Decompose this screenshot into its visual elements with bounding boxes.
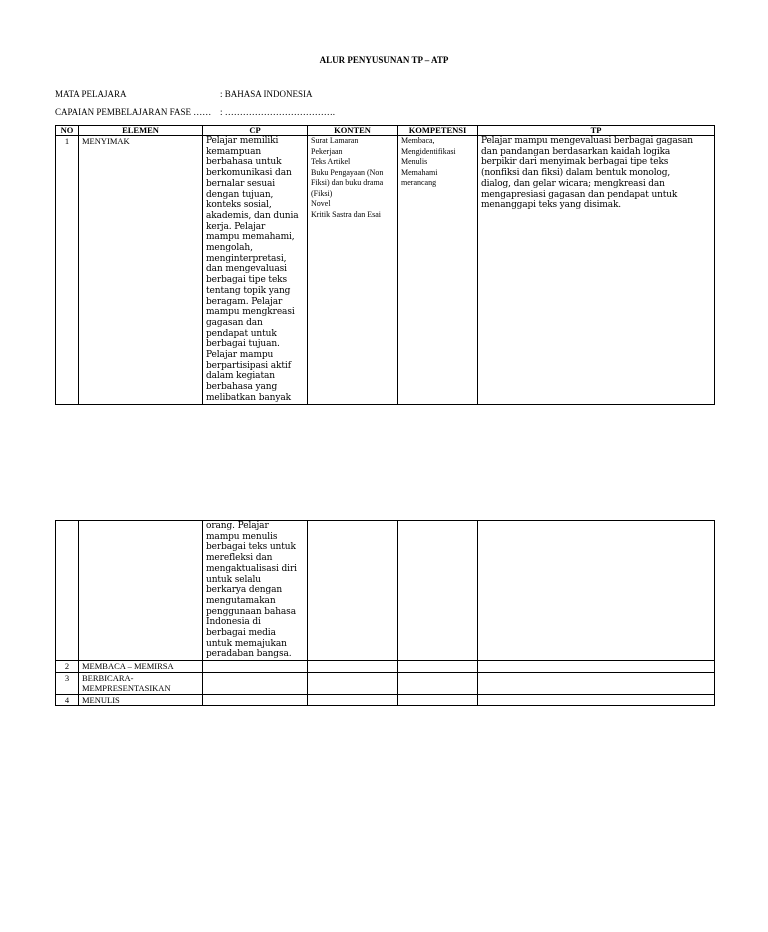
text-line: menginterpretasi,: [206, 253, 287, 264]
text-line: bernalar sesuai: [206, 178, 276, 189]
text-line: Indonesia di: [206, 617, 261, 628]
atp-table-part1: [55, 125, 715, 405]
text-line: beragam. Pelajar: [206, 296, 283, 307]
text-line: mampu menulis: [206, 531, 278, 542]
text-line: pendapat untuk: [206, 328, 277, 339]
text-line: (nonfiksi dan fiksi) dalam bentuk monolog,: [481, 168, 671, 179]
text-line: kerja. Pelajar: [206, 221, 266, 232]
text-line: Membaca,: [401, 136, 435, 145]
header-cp: CP: [203, 126, 308, 136]
text-line: Novel: [311, 199, 331, 208]
text-line: Fiksi) dan buku drama: [311, 178, 384, 187]
subject-row: [55, 89, 313, 99]
text-line: Memahami: [401, 167, 438, 177]
cp-phase-label: CAPAIAN PEMBELAJARAN FASE ……: [55, 107, 212, 117]
text-line: Menulis: [401, 157, 428, 166]
table-header-row: [56, 126, 715, 136]
text-line: melibatkan banyak: [206, 392, 291, 403]
text-line: Pelajar mampu: [206, 350, 274, 361]
text-line: Pekerjaan: [311, 146, 343, 156]
cp-phase-value: : ……………………………….: [220, 107, 336, 117]
text-line: Mengidentifikasi: [401, 146, 456, 156]
text-line: gagasan dan: [206, 317, 263, 328]
text-line: dengan tujuan,: [206, 189, 274, 200]
table-row: [56, 694, 715, 706]
text-line: peradaban bangsa.: [206, 649, 292, 660]
text-line: mengolah,: [206, 243, 253, 254]
text-line: dan mengevaluasi: [206, 264, 287, 275]
text-line: berbahasa untuk: [206, 157, 282, 168]
text-line: akademis, dan dunia: [206, 210, 299, 221]
text-line: berpikir dari menyimak berbagai tipe teks: [481, 157, 669, 168]
row1-tp: [478, 136, 715, 405]
row1-kompetensi: [398, 136, 478, 405]
text-line: berkarya dengan: [206, 585, 283, 596]
table-row: [56, 136, 715, 405]
row2-no: 2: [56, 661, 79, 673]
row1-cp: [203, 136, 308, 405]
header-no: NO: [56, 126, 79, 136]
text-line: tentang topik yang: [206, 285, 291, 296]
text-line: orang. Pelajar: [206, 521, 269, 531]
text-line: mengaktualisasi diri: [206, 563, 297, 574]
text-line: mampu mengkreasi: [206, 307, 295, 318]
text-line: Pelajar memiliki: [206, 136, 279, 146]
row4-elemen: MENULIS: [79, 694, 203, 706]
table-row: [56, 672, 715, 694]
row3-no: 3: [56, 672, 79, 694]
text-line: mengutamakan: [206, 595, 276, 606]
subject-value: : BAHASA INDONESIA: [220, 89, 313, 99]
text-line: Kritik Sastra dan Esai: [311, 209, 381, 219]
text-line: BERBICARA-: [82, 672, 134, 683]
header-konten: KONTEN: [308, 126, 398, 136]
text-line: (Fiksi): [311, 188, 333, 198]
text-line: kemampuan: [206, 146, 262, 157]
text-line: mengapresiasi gagasan dan pendapat untuk: [481, 189, 678, 200]
text-line: Pelajar mampu mengevaluasi berbagai gagasan: [481, 136, 693, 146]
text-line: merancang: [401, 178, 437, 187]
row2-elemen: MEMBACA – MEMIRSA: [79, 661, 203, 673]
text-line: untuk selalu: [206, 574, 261, 585]
text-line: berbagai tujuan.: [206, 339, 280, 350]
text-line: konteks sosial,: [206, 200, 272, 211]
subject-label: MATA PELAJARA: [55, 89, 127, 99]
text-line: merefleksi dan: [206, 553, 273, 564]
text-line: dalam kegiatan: [206, 371, 275, 382]
text-line: Teks Artikel: [311, 157, 351, 166]
text-line: berbagai teks untuk: [206, 542, 296, 553]
text-line: berbahasa yang: [206, 382, 278, 393]
text-line: dialog, dan gelar wicara; mengkreasi dan: [481, 178, 665, 189]
text-line: berpartisipasi aktif: [206, 360, 291, 371]
table-row: [56, 661, 715, 673]
text-line: berkomunikasi dan: [206, 168, 292, 179]
atp-table-part2: [55, 520, 715, 706]
row1-no: 1: [56, 136, 79, 405]
header-kompetensi: KOMPETENSI: [398, 126, 478, 136]
row1-elemen: MENYIMAK: [79, 136, 203, 405]
row1-cp-continued: [203, 521, 308, 661]
text-line: untuk memajukan: [206, 638, 287, 649]
text-line: penggunaan bahasa: [206, 606, 296, 617]
text-line: berbagai tipe teks: [206, 275, 288, 286]
text-line: MEMPRESENTASIKAN: [82, 683, 171, 694]
text-line: Surat Lamaran: [311, 136, 359, 145]
text-line: berbagai media: [206, 628, 276, 639]
table-row: [56, 521, 715, 661]
text-line: menanggapi teks yang disimak.: [481, 200, 621, 211]
text-line: dan pandangan berdasarkan kaidah logika: [481, 146, 671, 157]
header-tp: TP: [478, 126, 715, 136]
cp-phase-row: [55, 107, 336, 117]
row1-konten: [308, 136, 398, 405]
row3-elemen: [79, 672, 203, 694]
text-line: Buku Pengayaan (Non: [311, 167, 384, 177]
row4-no: 4: [56, 694, 79, 706]
text-line: mampu memahami,: [206, 232, 295, 243]
document-title: ALUR PENYUSUNAN TP – ATP: [319, 55, 449, 65]
header-elemen: ELEMEN: [79, 126, 203, 136]
